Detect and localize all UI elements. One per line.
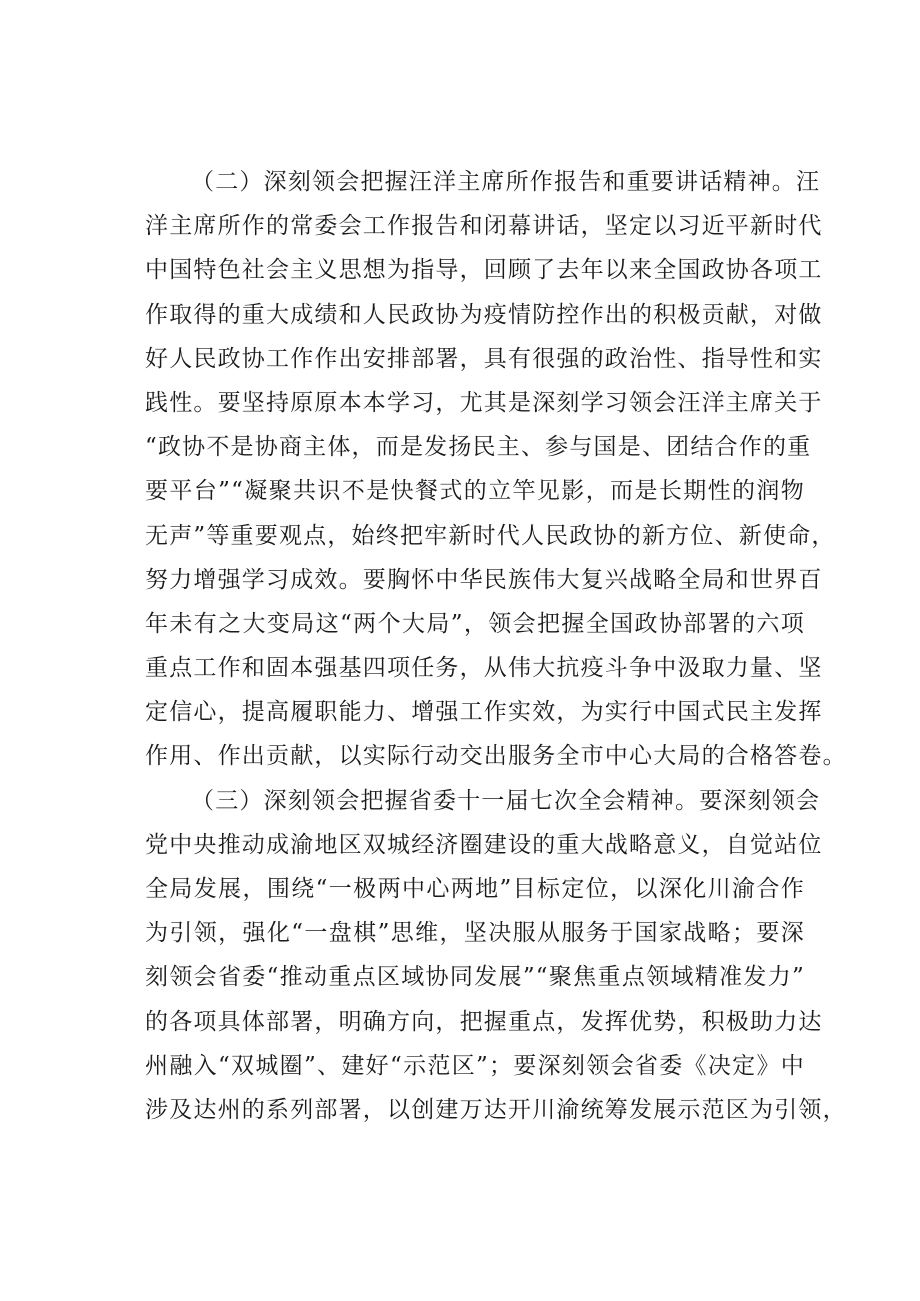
text-line: 全局发展，围绕“一极两中心两地”目标定位，以深化川渝合作 <box>145 876 805 902</box>
text-line: 党中央推动成渝地区双城经济圈建设的重大战略意义，自觉站位 <box>145 831 823 858</box>
text-line: （三）深刻领会把握省委十一届七次全会精神。要深刻领会 <box>191 787 821 814</box>
text-line: 刻领会省委“推动重点区域协同发展”“聚焦重点领域精准发力” <box>145 964 805 991</box>
document-body <box>145 160 847 1132</box>
text-line: “政协不是协商主体，而是发扬民主、参与国是、团结合作的重 <box>145 434 812 461</box>
text-line: （二）深刻领会把握汪洋主席所作报告和重要讲话精神。汪 <box>191 169 821 195</box>
text-line: 洋主席所作的常委会工作报告和闭幕讲话，坚定以习近平新时代 <box>145 213 823 240</box>
text-line: 无声”等重要观点，始终把牢新时代人民政协的新方位、新使命， <box>145 522 836 549</box>
paragraph-section-3 <box>145 779 847 1133</box>
text-line: 为引领，强化“一盘棋”思维，坚决服从服务于国家战略；要深 <box>145 920 805 947</box>
text-line: 的各项具体部署，明确方向，把握重点，发挥优势，积极助力达 <box>145 1008 823 1035</box>
text-line: 中国特色社会主义思想为指导，回顾了去年以来全国政协各项工 <box>145 257 823 284</box>
text-line: 要平台”“凝聚共识不是快餐式的立竿见影，而是长期性的润物 <box>145 478 805 505</box>
text-line: 努力增强学习成效。要胸怀中华民族伟大复兴战略全局和世界百 <box>145 566 823 593</box>
text-line: 涉及达州的系列部署，以创建万达开川渝统筹发展示范区为引领， <box>145 1096 847 1123</box>
text-line: 重点工作和固本强基四项任务，从伟大抗疫斗争中汲取力量、坚 <box>145 655 823 682</box>
text-line: 作取得的重大成绩和人民政协为疫情防控作出的积极贡献，对做 <box>145 301 823 328</box>
text-line: 州融入“双城圈”、建好“示范区”；要深刻领会省委《决定》中 <box>145 1052 805 1079</box>
paragraph-section-2 <box>145 160 847 779</box>
text-line: 好人民政协工作作出安排部署，具有很强的政治性、指导性和实 <box>145 345 823 372</box>
text-line: 践性。要坚持原原本本学习，尤其是深刻学习领会汪洋主席关于 <box>145 389 823 416</box>
text-line: 年未有之大变局这“两个大局”，领会把握全国政协部署的六项 <box>145 610 805 637</box>
text-line: 作用、作出贡献，以实际行动交出服务全市中心大局的合格答卷。 <box>145 743 847 770</box>
text-line: 定信心，提高履职能力、增强工作实效，为实行中国式民主发挥 <box>145 699 823 726</box>
